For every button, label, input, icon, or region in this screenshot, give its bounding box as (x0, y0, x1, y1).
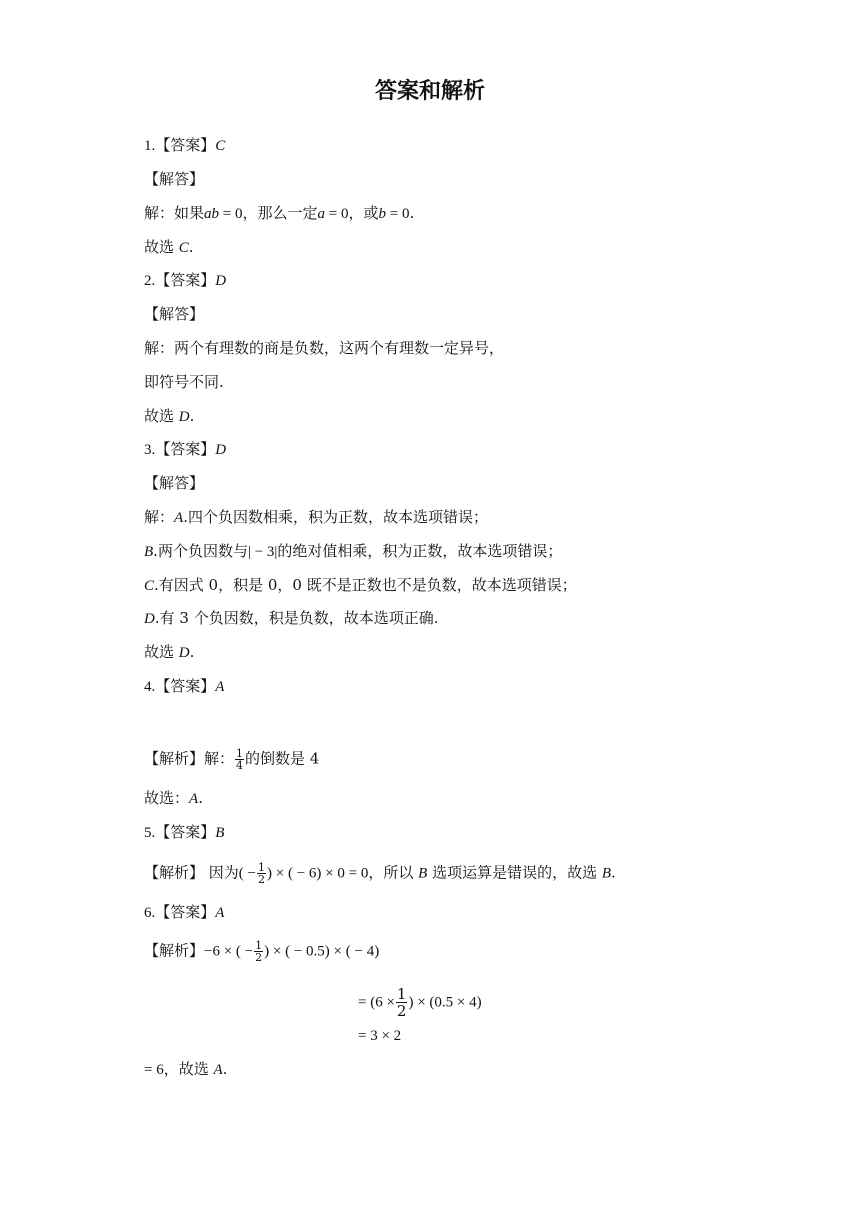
q4-conclusion: 故选：A. (144, 789, 203, 807)
q6-header: 6.【答案】A (144, 903, 225, 921)
q5-line1: 【解析】 因为( − $\frac{1}{2}$ ) × ( − 6) × 0 = 0，所以 B 选项运算是错误的，故选 B. (144, 861, 616, 886)
q3-line2: B.两个负因数与| − 3|的绝对值相乘，积为正数，故本选项错误； (144, 542, 563, 560)
q3-line4: D.有 3 个负因数，积是负数，故本选项正确. (144, 609, 439, 627)
q5-answer: B (215, 825, 225, 841)
fraction: $\frac{1}{2}$ (258, 861, 266, 886)
q3-answer: D (215, 442, 227, 458)
q4-answer: A (215, 679, 225, 695)
q2-tag: 【解答】 (144, 305, 205, 323)
q1-header: 1.【答案】C (144, 136, 226, 154)
q2-header: 2.【答案】D (144, 271, 227, 289)
fraction: $\frac{1}{2}$ (396, 985, 407, 1020)
q5-header: 5.【答案】B (144, 823, 225, 841)
fraction: $\frac{1}{4}$ (236, 747, 244, 772)
q6-line3: = 3 × 2 (358, 1028, 402, 1044)
q3-line3: C.有因式 0，积是 0，0 既不是正数也不是负数，故本选项错误； (144, 576, 577, 594)
q6-line1: 【解析】−6 × ( − $\frac{1}{2}$ ) × ( − 0.5) × ( − 4) (144, 939, 380, 964)
q3-line1: 解：A.四个负因数相乘，积为正数，故本选项错误； (144, 508, 488, 526)
q2-line1: 解：两个有理数的商是负数，这两个有理数一定异号， (144, 339, 505, 357)
q2-answer: D (215, 273, 227, 289)
q6-line4: = 6，故选 A. (144, 1060, 228, 1078)
q6-line2: = (6 × $\frac{1}{2}$ ) × (0.5 × 4) (358, 985, 482, 1020)
q4-header: 4.【答案】A (144, 677, 225, 695)
q6-answer: A (215, 905, 225, 921)
q3-header: 3.【答案】D (144, 440, 227, 458)
q1-line1: 解：如果ab = 0，那么一定a = 0，或b = 0. (144, 204, 415, 222)
fraction: $\frac{1}{2}$ (255, 939, 263, 964)
q1-conclusion: 故选 C. (144, 238, 194, 256)
page-title: 答案和解析 (374, 79, 485, 104)
q4-line1: 【解析】解： $\frac{1}{4}$ 的倒数是 4 (144, 747, 320, 772)
q1-answer: C (215, 138, 226, 154)
q3-conclusion: 故选 D. (144, 643, 195, 661)
q2-conclusion: 故选 D. (144, 407, 195, 425)
q1-tag: 【解答】 (144, 170, 205, 188)
q3-tag: 【解答】 (144, 474, 205, 492)
q2-line2: 即符号不同. (144, 373, 224, 391)
